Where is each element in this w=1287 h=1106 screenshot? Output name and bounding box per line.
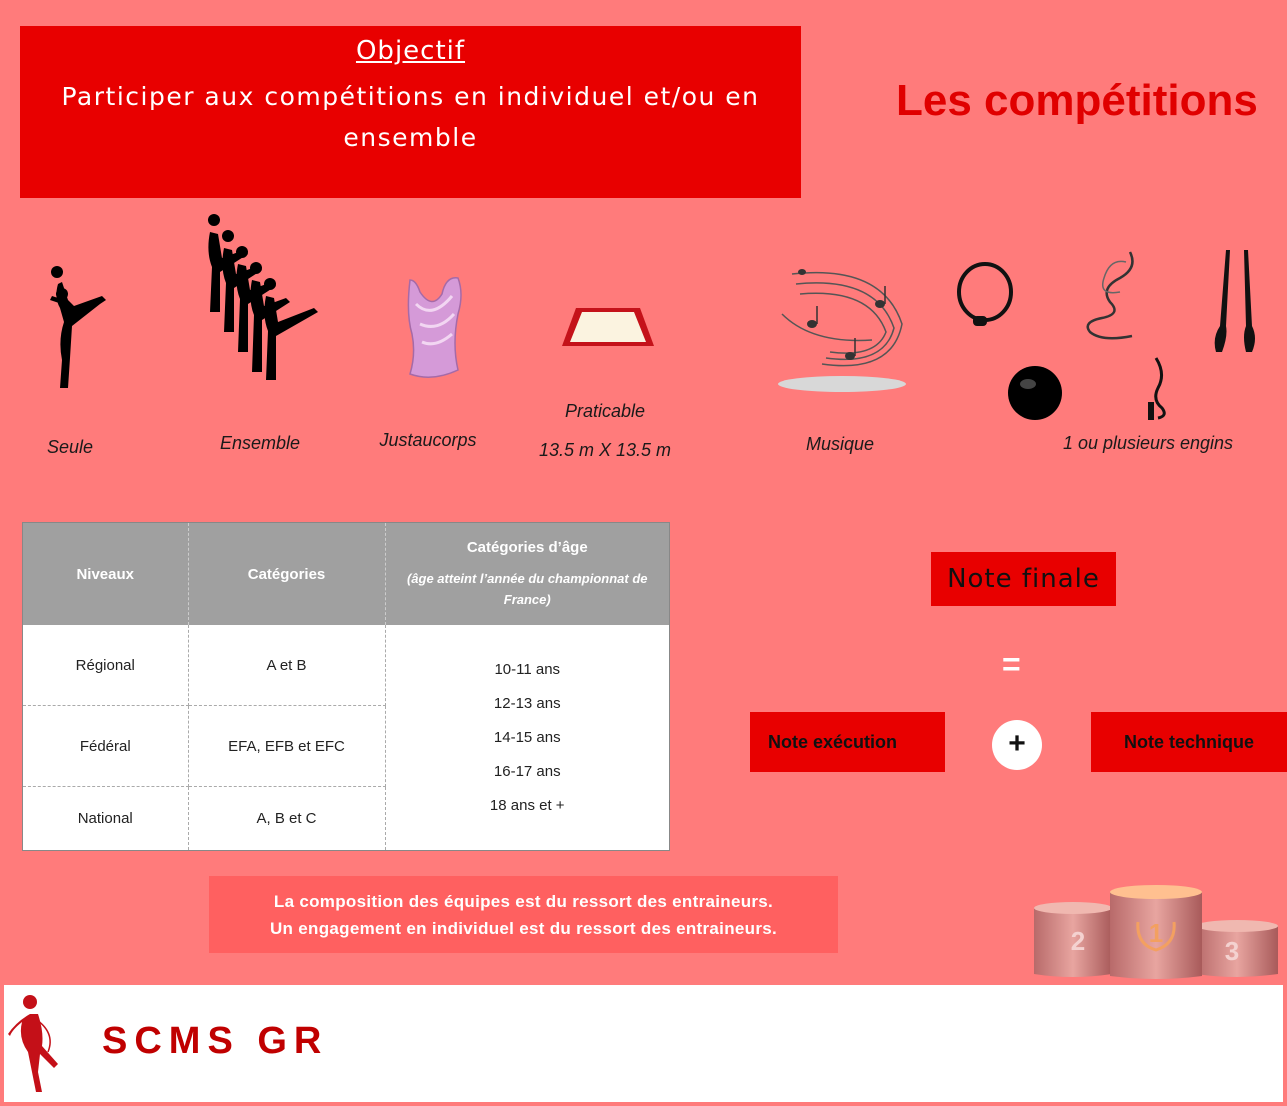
levels-table (22, 522, 670, 851)
rope-icon (1142, 354, 1174, 422)
cell-niveau: Régional (23, 625, 188, 706)
header-categories: Catégories (188, 523, 385, 625)
age-item: 14-15 ans (493, 728, 561, 746)
age-item: 16-17 ans (493, 762, 561, 780)
podium-second: 2 (1070, 926, 1086, 956)
header-niveaux: Niveaux (23, 523, 188, 625)
header-ages (385, 523, 669, 625)
caption-praticable: Praticable (564, 401, 646, 421)
leotard-icon (402, 274, 466, 382)
gymnast-ensemble-icon (198, 212, 323, 382)
note-execution-box: Note exécution (750, 712, 945, 772)
cell-niveau: National (23, 787, 188, 851)
objective-title: Objectif (355, 36, 466, 66)
clubs-icon (1212, 246, 1262, 360)
gymnast-solo-icon (40, 260, 110, 392)
ball-icon (1006, 364, 1064, 422)
age-item: 10-11 ans (494, 660, 561, 678)
info-line-1: La composition des équipes est du ressort des entraineurs. (273, 892, 774, 911)
objective-box (20, 26, 801, 198)
age-item: 12-13 ans (493, 694, 561, 712)
age-item: 18 ans et + (489, 796, 565, 814)
brand-name: SCMS GR (102, 1020, 329, 1062)
page-title: Les compétitions (896, 76, 1258, 125)
cell-categorie: A et B (188, 625, 385, 706)
caption-justaucorps: Justaucorps (379, 430, 477, 450)
caption-ensemble: Ensemble (219, 433, 301, 453)
header-ages-note: (âge atteint l’année du championnat de France) (406, 570, 648, 607)
note-finale-box: Note finale (931, 552, 1116, 606)
note-technique-box: Note technique (1091, 712, 1287, 772)
objective-text: Participer aux compétitions en individuel et/ou en ensemble (61, 82, 760, 152)
caption-musique: Musique (805, 434, 875, 454)
caption-praticable-size: 13.5 m X 13.5 m (538, 440, 672, 460)
floor-mat-icon (560, 304, 656, 348)
equals-sign: = (1002, 646, 1021, 682)
caption-engins: 1 ou plusieurs engins (1062, 433, 1234, 453)
music-icon (772, 244, 912, 394)
header-ages-title: Catégories d’âge (466, 538, 588, 556)
plus-sign: + (992, 720, 1042, 770)
cell-categorie: A, B et C (188, 787, 385, 851)
cell-ages (385, 625, 669, 850)
podium-first: 1 (1148, 918, 1164, 948)
podium-third: 3 (1224, 936, 1240, 966)
ribbon-icon (1080, 248, 1142, 344)
hoop-icon (955, 260, 1017, 332)
podium-icon (1032, 884, 1280, 980)
cell-niveau: Fédéral (23, 706, 188, 787)
caption-seule: Seule (46, 437, 94, 457)
info-box (209, 876, 838, 953)
club-logo-icon (8, 992, 66, 1096)
info-line-2: Un engagement en individuel est du ressort des entraineurs. (269, 919, 778, 938)
table-row (23, 625, 669, 706)
cell-categorie: EFA, EFB et EFC (188, 706, 385, 787)
